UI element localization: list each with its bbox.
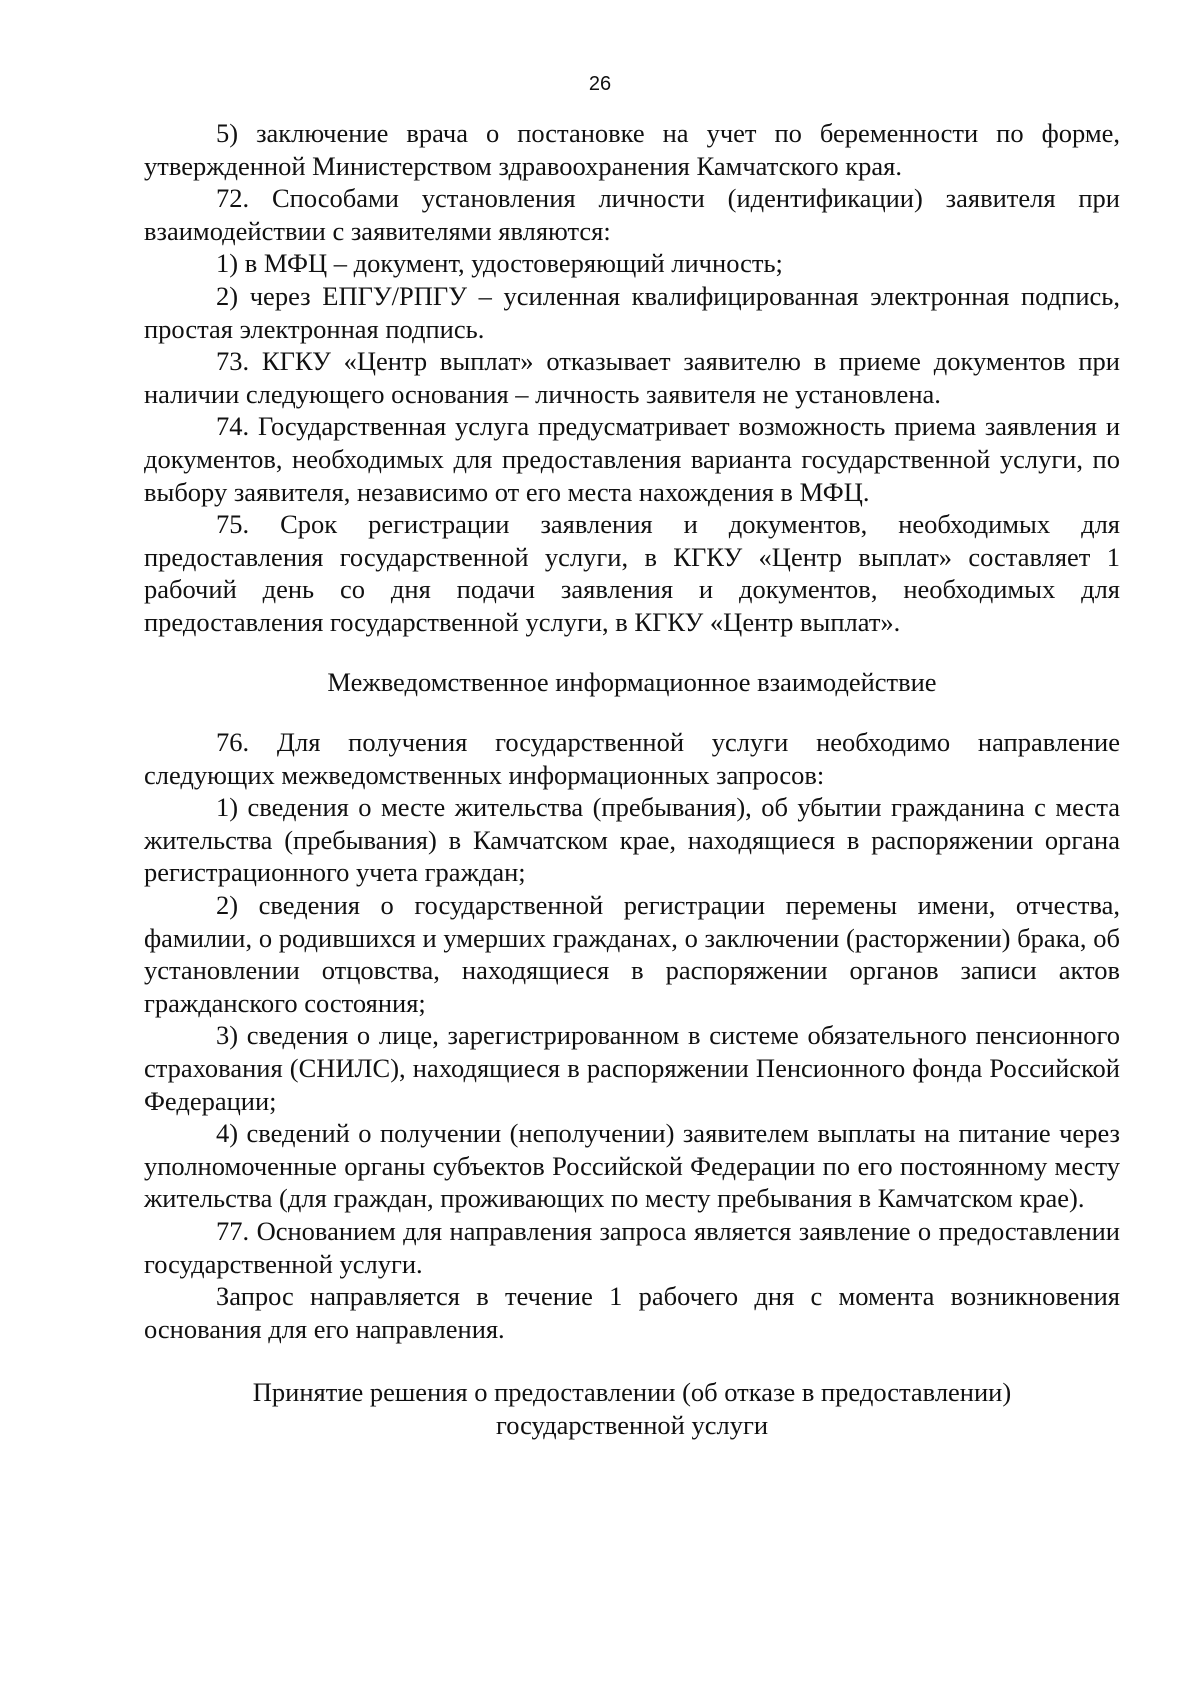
paragraph-request-timing: Запрос направляется в течение 1 рабочего дня с момента возникновения основания для его направления. [144,1281,1120,1344]
paragraph-item-5: 5) заключение врача о постановке на учет по беременности по форме, утвержденной Министерством здравоохранения Камчатского края. [144,118,1120,181]
section-heading-decision-line-2: государственной услуги [495,1409,769,1440]
spacer [144,639,1120,666]
page-number: 26 [588,73,612,95]
paragraph-76-item-1: 1) сведения о месте жительства (пребывания), об убытии гражданина с места жительства (пребывания) в Камчатском крае, находящиеся в распоряжении органа регистрационного учета граждан; [144,792,1120,888]
paragraph-72-item-1: 1) в МФЦ – документ, удостоверяющий личность; [216,248,783,279]
paragraph-75: 75. Срок регистрации заявления и документов, необходимых для предоставления государственной услуги, в КГКУ «Центр выплат» составляет 1 рабочий день со дня подачи заявления и документов, необходимых для предоставления государственной услуги, в КГКУ «Центр выплат». [144,509,1120,637]
spacer [144,698,1120,726]
document-body [144,117,1120,1442]
paragraph-77: 77. Основанием для направления запроса является заявление о предоставлении государственной услуги. [144,1216,1120,1279]
paragraph-72: 72. Способами установления личности (идентификации) заявителя при взаимодействии с заявителями являются: [144,183,1120,246]
section-heading-decision [144,1376,1120,1441]
paragraph-74: 74. Государственная услуга предусматривает возможность приема заявления и документов, необходимых для предоставления варианта государственной услуги, по выбору заявителя, независимо от его места нахождения в МФЦ. [144,411,1120,507]
paragraph-72-item-2: 2) через ЕПГУ/РПГУ – усиленная квалифицированная электронная подпись, простая электронная подпись. [144,280,1120,344]
paragraph-76-item-2: 2) сведения о государственной регистрации перемены имени, отчества, фамилии, о родившихся и умерших гражданах, о заключении (расторжении) брака, об установлении отцовства, находящиеся в распоряжении органов записи актов гражданского состояния; [144,890,1120,1018]
section-heading-interagency: Межведомственное информационное взаимодействие [327,666,937,697]
paragraph-76-item-3: 3) сведения о лице, зарегистрированном в системе обязательного пенсионного страхования (СНИЛС), находящиеся в распоряжении Пенсионного фонда Российской Федерации; [144,1020,1120,1116]
paragraph-76: 76. Для получения государственной услуги необходимо направление следующих межведомственных информационных запросов: [144,727,1120,790]
paragraph-76-item-4: 4) сведений о получении (неполучении) заявителем выплаты на питание через уполномоченные органы субъектов Российской Федерации по его постоянному месту жительства (для граждан, проживающих по месту пребывания в Камчатском крае). [144,1118,1120,1214]
section-heading-decision-line-1: Принятие решения о предоставлении (об отказе в предоставлении) [252,1377,1012,1408]
paragraph-73: 73. КГКУ «Центр выплат» отказывает заявителю в приеме документов при наличии следующего основания – личность заявителя не установлена. [144,346,1120,409]
spacer [144,1345,1120,1376]
